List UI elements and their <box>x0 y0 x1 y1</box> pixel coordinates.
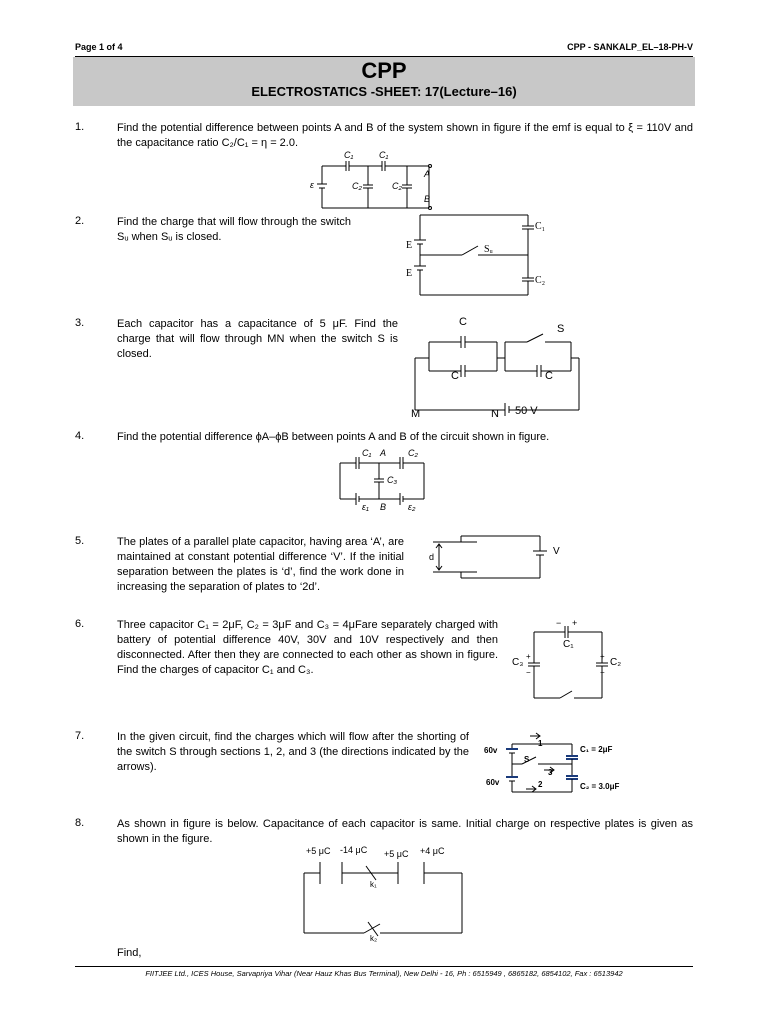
fig4-label: C₂ <box>408 448 418 458</box>
fig6-label: + <box>526 652 531 661</box>
fig8-label: +5 μC <box>384 849 409 859</box>
question-number: 3. <box>75 317 85 329</box>
question-text: As shown in figure is below. Capacitance of each capacitor is same. Initial charge on respective plates is given as shown in the figure. <box>117 818 693 845</box>
question-text: Each capacitor has a capacitance of 5 μF. Find the charge that will flow through MN when the switch S is closed. <box>117 318 398 360</box>
question-number: 8. <box>75 817 85 829</box>
question-text: Find the charge that will flow through the switch Sᵤ when Sᵤ is closed. <box>117 216 351 243</box>
document-code: CPP - SANKALP_EL–18-PH-V <box>567 42 693 52</box>
figure-q8 <box>300 846 470 946</box>
fig3-label: 50 V <box>515 405 538 417</box>
fig8-label: +5 μC <box>306 846 331 856</box>
question-text: In the given circuit, find the charges which will flow after the shorting of the switch S through sections 1, 2, and 3 (the directions indicated by the arrows). <box>117 731 469 773</box>
page-number: Page 1 of 4 <box>75 42 123 52</box>
fig6-label: C₁ <box>563 639 574 650</box>
question-text: Three capacitor C₁ = 2μF, C₂ = 3μF and C₃ = 4μFare separately charged with battery of potential difference 40V, 30V and 10V respectively and then disconnected. After then they are connected to each other as shown in figure. Find the charges of capacitor C₁ and C₃. <box>117 619 498 676</box>
fig6-label: + <box>600 652 605 661</box>
question-text: The plates of a parallel plate capacitor, having area ‘A’, are maintained at constant potential difference ‘V’. If the initial separation between the plates is ‘d’, find the work done in increasing the separation of plates to ‘2d’. <box>117 536 404 593</box>
fig1-label: C₁ <box>379 150 389 160</box>
fig1-label: B <box>424 194 431 204</box>
fig8-label: -14 μC <box>340 845 368 855</box>
question-number: 5. <box>75 535 85 547</box>
fig8-label: k₂ <box>370 934 378 943</box>
fig3-label: C <box>459 316 467 328</box>
fig7-label: C₁ = 2μF <box>580 745 613 754</box>
fig2-label: E <box>406 240 413 251</box>
fig1-label: C₂ <box>392 181 402 191</box>
figure-q5 <box>425 530 565 582</box>
fig3-label: C <box>545 370 553 382</box>
page-title: CPP <box>361 58 407 83</box>
page-subtitle: ELECTROSTATICS -SHEET: 17(Lecture–16) <box>251 84 517 99</box>
question-number: 2. <box>75 215 85 227</box>
fig5-label: V <box>553 546 560 557</box>
fig8-label: +4 μC <box>420 846 445 856</box>
fig1-label: C₁ <box>344 150 354 160</box>
fig7-label: 3 <box>548 768 553 777</box>
fig4-label: C₃ <box>387 475 398 485</box>
fig7-label: 2 <box>538 780 543 789</box>
fig2-label: C₁ <box>535 221 546 232</box>
fig5-label: d <box>429 552 435 562</box>
fig1-label: C₂ <box>352 181 362 191</box>
fig6-label: − <box>600 668 605 677</box>
fig1-label: ε <box>310 180 314 190</box>
question-number: 1. <box>75 121 85 133</box>
find-text: Find, <box>117 947 142 959</box>
fig2-label: E <box>406 268 413 279</box>
fig7-label: 1 <box>538 739 543 748</box>
fig1-label: A <box>424 169 431 179</box>
fig6-label: + <box>572 618 578 628</box>
fig7-label: C₂ = 3.0μF <box>580 782 620 791</box>
figure-q1 <box>308 150 438 210</box>
fig3-label: C <box>451 370 459 382</box>
fig4-label: ε₂ <box>408 502 416 512</box>
question-text: Find the potential difference between points A and B of the system shown in figure if the emf is equal to ξ = 110V and the capacitance ratio C₂/C₁ = η = 2.0. <box>117 122 693 149</box>
fig3-label: N <box>491 408 499 420</box>
fig7-label: S <box>524 755 530 764</box>
fig2-label: Sᵤ <box>484 244 493 255</box>
figure-q6 <box>510 620 620 710</box>
fig4-label: B <box>380 502 387 512</box>
figure-q2 <box>400 210 560 300</box>
figure-q3 <box>405 316 585 420</box>
question-number: 4. <box>75 430 85 442</box>
question-text: Find the potential difference ϕA–ϕB between points A and B of the circuit shown in figure. <box>117 431 550 443</box>
fig6-label: − <box>556 618 562 628</box>
fig2-label: C₂ <box>535 275 546 286</box>
fig6-label: C₃ <box>512 657 524 668</box>
fig7-label: 60v <box>484 746 498 755</box>
figure-q4 <box>334 448 430 513</box>
fig6-label: C₂ <box>610 657 622 668</box>
fig3-label: M <box>411 408 421 420</box>
fig4-label: A <box>380 448 387 458</box>
title-banner <box>73 57 695 106</box>
fig3-label: S <box>557 323 565 335</box>
footer-address: FIITJEE Ltd., ICES House, Sarvapriya Vihar (Near Hauz Khas Bus Terminal), New Delhi - 16, Ph : 6515949 , 6865182, 6854102, Fax : 6513942 <box>145 969 623 978</box>
figure-q7 <box>484 728 634 800</box>
fig8-label: k₁ <box>370 880 377 889</box>
question-number: 7. <box>75 730 85 742</box>
fig4-label: C₁ <box>362 448 372 458</box>
footer-divider <box>75 966 693 967</box>
question-number: 6. <box>75 618 85 630</box>
fig4-label: ε₁ <box>362 502 369 512</box>
fig6-label: − <box>526 668 531 677</box>
fig7-label: 60v <box>486 778 500 787</box>
